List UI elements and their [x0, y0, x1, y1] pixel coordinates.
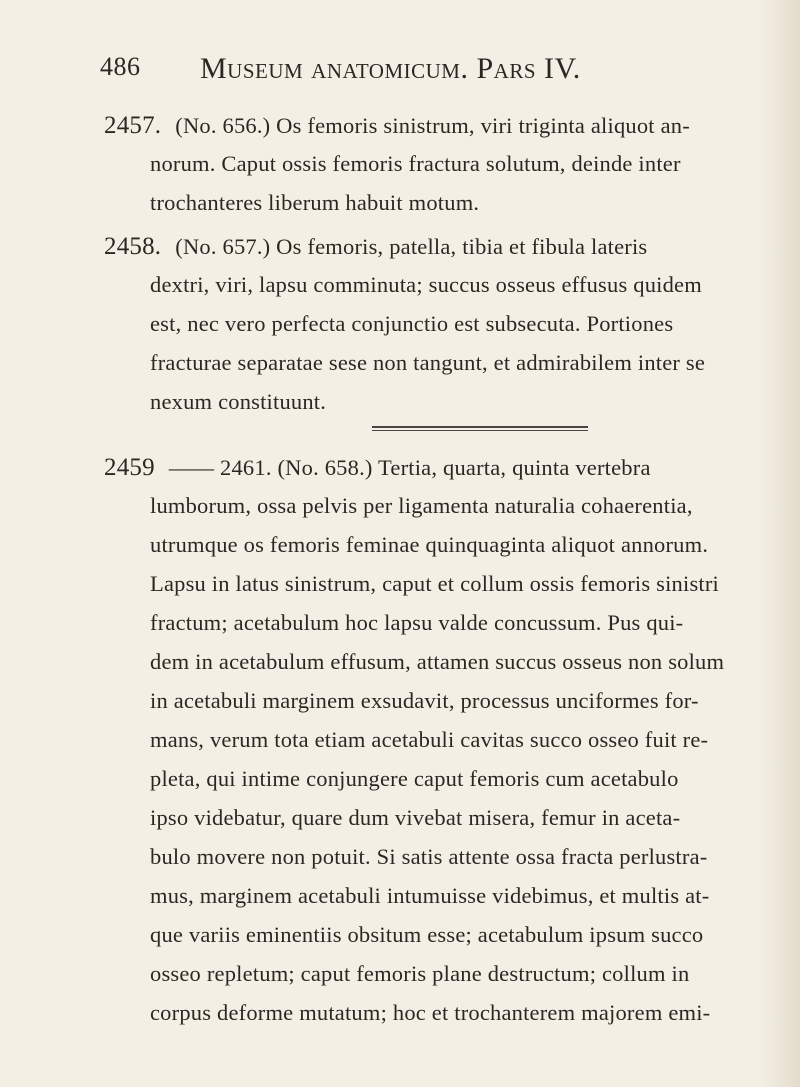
entry-line: pleta, qui intime conjungere caput femoris cum acetabulo — [150, 766, 679, 791]
entry-line — [104, 112, 690, 140]
entry-line: ipso videbatur, quare dum vivebat misera, femur in aceta- — [150, 805, 681, 830]
entry-line — [104, 233, 647, 261]
entry-line: osseo repletum; caput femoris plane destructum; collum in — [150, 961, 690, 986]
entry-number: 2459 — [104, 454, 155, 481]
entry-line: trochanteres liberum habuit motum. — [150, 190, 480, 215]
running-header — [100, 52, 720, 92]
section-divider — [372, 426, 588, 432]
entry-line: fractum; acetabulum hoc lapsu valde concussum. Pus qui- — [150, 610, 684, 635]
entry-text: (No. 657.) Os femoris, patella, tibia et fibula lateris — [175, 234, 648, 259]
entry-line: Lapsu in latus sinistrum, caput et collum ossis femoris sinistri — [150, 571, 720, 596]
entry-line: que variis eminentiis obsitum esse; acetabulum ipsum succo — [150, 922, 704, 947]
entry-line: utrumque os femoris feminae quinquaginta aliquot annorum. — [150, 532, 709, 557]
entry-line: nexum constituunt. — [150, 389, 327, 414]
running-title: Museum anatomicum. Pars IV. — [200, 52, 581, 85]
page-number: 486 — [100, 52, 141, 81]
entry-line: norum. Caput ossis femoris fractura solutum, deinde inter — [150, 151, 681, 176]
page-edge-shadow — [760, 0, 800, 1087]
entry-line — [104, 454, 651, 482]
entry-line: lumborum, ossa pelvis per ligamenta naturalia cohaerentia, — [150, 493, 693, 518]
entry-text: —— 2461. (No. 658.) Tertia, quarta, quinta vertebra — [168, 455, 651, 480]
entry-text: (No. 656.) Os femoris sinistrum, viri triginta aliquot an- — [175, 113, 690, 138]
entry-line: in acetabuli marginem exsudavit, processus unciformes for- — [150, 688, 699, 713]
entry-number: 2458. — [104, 233, 162, 260]
entry-line: dextri, viri, lapsu comminuta; succus osseus effusus quidem — [150, 272, 702, 297]
entry-line: est, nec vero perfecta conjunctio est subsecuta. Portiones — [150, 311, 674, 336]
entry-number: 2457. — [104, 112, 162, 139]
entry-line: fracturae separatae sese non tangunt, et admirabilem inter se — [150, 350, 706, 375]
entry-line: dem in acetabulum effusum, attamen succus osseus non solum — [150, 649, 725, 674]
entry-line: corpus deforme mutatum; hoc et trochanterem majorem emi- — [150, 1000, 711, 1025]
entry-line: mus, marginem acetabuli intumuisse videbimus, et multis at- — [150, 883, 710, 908]
entry-line: bulo movere non potuit. Si satis attente ossa fracta perlustra- — [150, 844, 708, 869]
entry-line: mans, verum tota etiam acetabuli cavitas succo osseo fuit re- — [150, 727, 709, 752]
